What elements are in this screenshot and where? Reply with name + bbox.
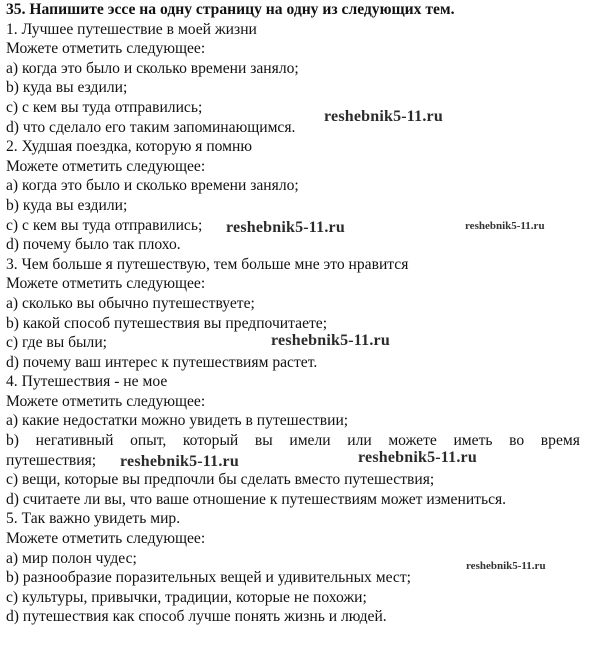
- text-line: а) мир полон чудес;: [6, 549, 137, 567]
- topics-block-b: [6, 451, 580, 627]
- text-line: d) путешествия как способ лучше понять жизнь и людей.: [6, 608, 387, 626]
- word: вы: [254, 432, 273, 450]
- text-line: b) куда вы ездили;: [6, 79, 128, 97]
- text-line: d) почему было так плохо.: [6, 236, 181, 254]
- word: или: [347, 432, 372, 450]
- text-line: с) с кем вы туда отправились;: [6, 98, 203, 116]
- text-line: Можете отметить следующее:: [6, 157, 206, 175]
- text-line: 2. Худшая поездка, которую я помню: [6, 138, 253, 156]
- text-line: а) когда это было и сколько времени заняло;: [6, 177, 299, 195]
- text-line: b) разнообразие поразительных вещей и удивительных мест;: [6, 569, 411, 587]
- watermark: reshebnik5-11.ru: [271, 332, 390, 349]
- text-line: Можете отметить следующее:: [6, 530, 206, 548]
- text-line: с) вещи, которые вы предпочли бы сделать вместо путешествия;: [6, 471, 435, 489]
- text-line: 4. Путешествия - не мое: [6, 373, 168, 391]
- word: время: [540, 432, 580, 450]
- watermark-small: reshebnik5-11.ru: [465, 220, 545, 232]
- word: во: [509, 432, 525, 450]
- text-line: b) куда вы ездили;: [6, 196, 128, 214]
- text-line: а) когда это было и сколько времени заняло;: [6, 59, 299, 77]
- watermark: reshebnik5-11.ru: [226, 219, 345, 236]
- text-line: Можете отметить следующее:: [6, 275, 206, 293]
- text-line: d) почему ваш интерес к путешествиям растет.: [6, 353, 318, 371]
- text-line: b) какой способ путешествия вы предпочитаете;: [6, 314, 328, 332]
- word: иметь: [453, 432, 493, 450]
- word: можете: [388, 432, 437, 450]
- text-line: Можете отметить следующее:: [6, 392, 206, 410]
- text-line: 3. Чем больше я путешествую, тем больше мне это нравится: [6, 255, 409, 273]
- text-line: d) считаете ли вы, что ваше отношение к путешествиям может измениться.: [6, 490, 507, 508]
- word: имели: [289, 432, 331, 450]
- task-title: 35. Напишите эссе на одну страницу на одну из следующих тем.: [6, 1, 455, 18]
- watermark: reshebnik5-11.ru: [358, 449, 477, 466]
- justified-line: [6, 431, 580, 451]
- text-line: путешествия;: [6, 451, 97, 469]
- watermark-small: reshebnik5-11.ru: [466, 560, 546, 572]
- text-line: с) где вы были;: [6, 334, 107, 352]
- text-line: Можете отметить следующее:: [6, 40, 206, 58]
- watermark: reshebnik5-11.ru: [120, 453, 239, 470]
- text-line: а) какие недостатки можно увидеть в путешествии;: [6, 412, 349, 430]
- text-line: а) сколько вы обычно путешествуете;: [6, 294, 255, 312]
- text-line: d) что сделало его таким запоминающимся.: [6, 118, 296, 136]
- text-line: с) с кем вы туда отправились;: [6, 216, 203, 234]
- document-body: [6, 0, 580, 627]
- word: который: [182, 432, 239, 450]
- text-line: 5. Так важно увидеть мир.: [6, 510, 181, 528]
- word: b): [6, 432, 19, 450]
- word: негативный: [35, 432, 114, 450]
- text-line: 1. Лучшее путешествие в моей жизни: [6, 20, 257, 38]
- word: опыт,: [130, 432, 167, 450]
- watermark: reshebnik5-11.ru: [324, 108, 443, 125]
- text-line: с) культуры, привычки, традиции, которые не похожи;: [6, 588, 367, 606]
